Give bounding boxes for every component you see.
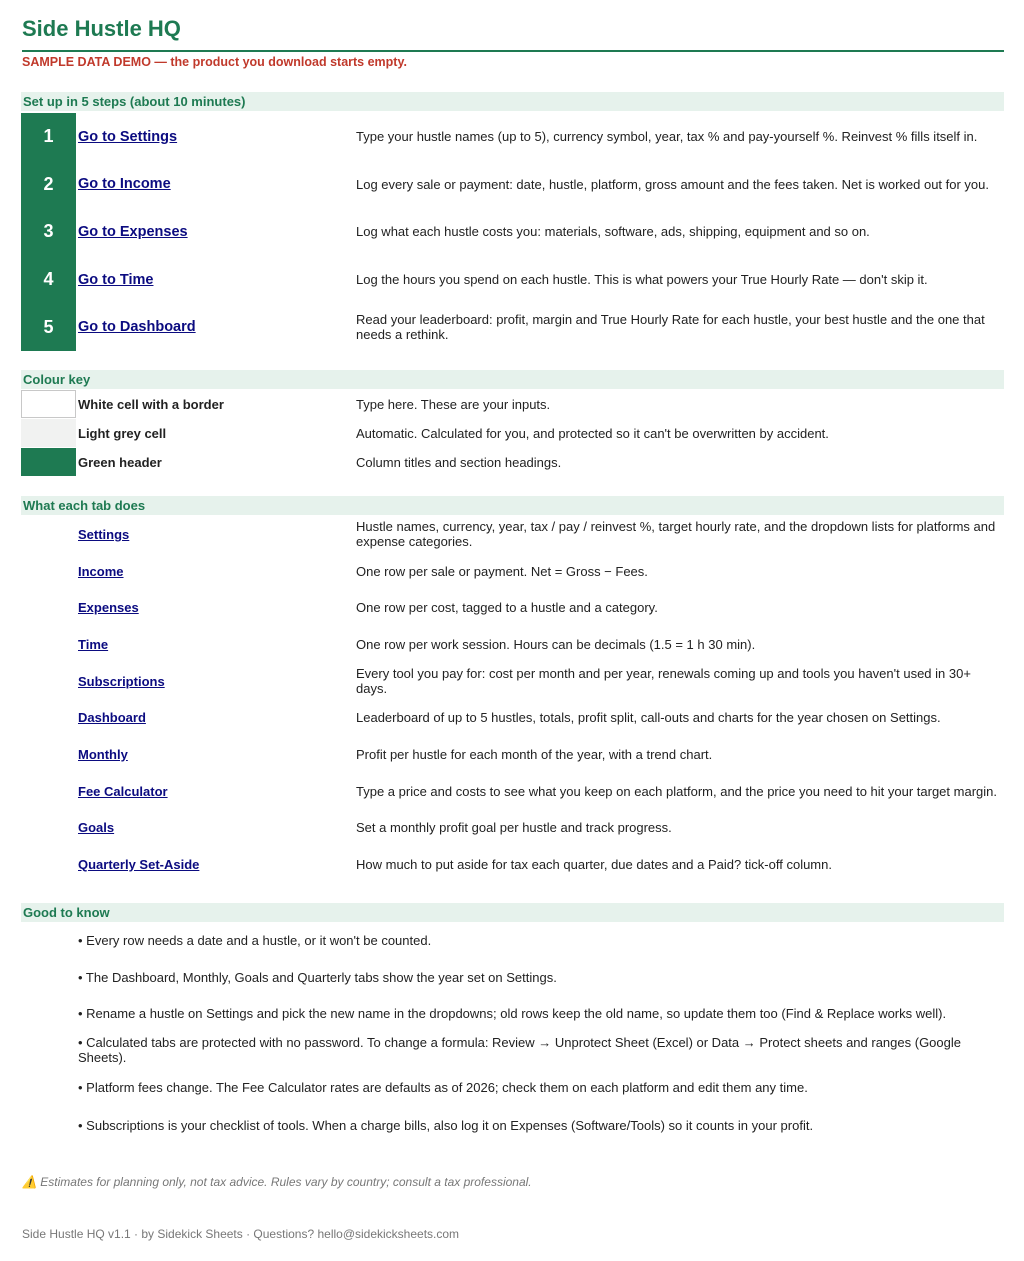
tip-item: • The Dashboard, Monthly, Goals and Quarterly tabs show the year set on Settings.: [78, 969, 557, 985]
dashboard-tab-link[interactable]: Dashboard: [78, 710, 146, 726]
step-description: Log what each hustle costs you: materials, software, ads, shipping, equipment and so on.: [356, 224, 870, 240]
tab-row: [21, 736, 1004, 773]
colour-key-label: White cell with a border: [78, 396, 224, 412]
tab-description: One row per sale or payment. Net = Gross − Fees.: [356, 563, 648, 579]
tab-row: [21, 589, 1004, 626]
expenses-tab-link[interactable]: Expenses: [78, 600, 139, 616]
tab-row: [21, 846, 1004, 883]
go-to-income-link[interactable]: Go to Income: [78, 176, 171, 193]
monthly-tab-link[interactable]: Monthly: [78, 746, 128, 762]
tax-disclaimer: ⚠️ Estimates for planning only, not tax advice. Rules vary by country; consult a tax professional.: [22, 1175, 532, 1189]
step-description: Read your leaderboard: profit, margin and True Hourly Rate for each hustle, your best hustle and the one that needs a rethink.: [356, 312, 985, 343]
step-description: Log the hours you spend on each hustle. This is what powers your True Hourly Rate — don't skip it.: [356, 272, 928, 288]
income-tab-link[interactable]: Income: [78, 563, 124, 579]
tab-row: [21, 810, 1004, 847]
go-to-dashboard-link[interactable]: Go to Dashboard: [78, 319, 196, 336]
colour-key: [21, 390, 1004, 477]
step-row: [21, 113, 1004, 161]
goals-tab-link[interactable]: Goals: [78, 820, 115, 836]
tab-row: [21, 663, 1004, 700]
fee-calculator-tab-link[interactable]: Fee Calculator: [78, 783, 168, 799]
page-title: Side Hustle HQ: [22, 16, 181, 41]
colour-key-label: Light grey cell: [78, 425, 167, 441]
quarterly-set-aside-tab-link[interactable]: Quarterly Set-Aside: [78, 857, 200, 873]
step-number: 1: [21, 113, 76, 161]
green-swatch: [21, 448, 76, 476]
tab-description: Type a price and costs to see what you keep on each platform, and the price you need to hit your target margin.: [356, 783, 997, 799]
tab-description: Set a monthly profit goal per hustle and track progress.: [356, 820, 672, 836]
colour-key-row: [21, 390, 1004, 419]
colour-key-label: Green header: [78, 454, 162, 470]
tip-item: • Every row needs a date and a hustle, or it won't be counted.: [78, 933, 432, 948]
step-description: Type your hustle names (up to 5), currency symbol, year, tax % and pay-yourself %. Reinvest % fills itself in.: [356, 129, 978, 145]
tips-list: [78, 922, 1004, 1144]
tab-description: Leaderboard of up to 5 hustles, totals, profit split, call-outs and charts for the year chosen on Settings.: [356, 710, 941, 726]
go-to-time-link[interactable]: Go to Time: [78, 271, 154, 288]
step-number: 4: [21, 256, 76, 304]
tab-description: How much to put aside for tax each quarter, due dates and a Paid? tick-off column.: [356, 857, 832, 873]
step-row: [21, 303, 1004, 351]
colour-key-row: [21, 448, 1004, 477]
tab-row: [21, 553, 1004, 590]
section-heading-setup: Set up in 5 steps (about 10 minutes): [21, 92, 1004, 111]
demo-notice: SAMPLE DATA DEMO — the product you download starts empty.: [22, 55, 407, 69]
tip-item: • Platform fees change. The Fee Calculator rates are defaults as of 2026; check them on each platform and edit them any time.: [78, 1079, 808, 1095]
white-swatch: [21, 390, 76, 418]
tip-item: • Subscriptions is your checklist of tools. When a charge bills, also log it on Expenses (Software/Tools) so it counts in your profit.: [78, 1117, 814, 1133]
tab-row: [21, 699, 1004, 736]
colour-key-description: Type here. These are your inputs.: [356, 396, 551, 412]
step-row: [21, 256, 1004, 304]
tab-row: [21, 773, 1004, 810]
tip-item: • Calculated tabs are protected with no password. To change a formula: Review → Unprotect Sheet (Excel) or Data → Protect sheets and ranges (Google Sheets).: [78, 1035, 961, 1065]
tab-description: Profit per hustle for each month of the year, with a trend chart.: [356, 746, 713, 762]
section-heading-good-to-know: Good to know: [21, 903, 1004, 922]
go-to-settings-link[interactable]: Go to Settings: [78, 128, 178, 145]
tip-item: • Rename a hustle on Settings and pick the new name in the dropdowns; old rows keep the old name, so update them too (Find & Replace works well).: [78, 1006, 947, 1021]
grey-swatch: [21, 419, 76, 447]
title-divider: [22, 50, 1004, 52]
step-number: 5: [21, 303, 76, 351]
colour-key-description: Automatic. Calculated for you, and protected so it can't be overwritten by accident.: [356, 425, 829, 441]
section-heading-colour-key: Colour key: [21, 370, 1004, 389]
step-number: 3: [21, 208, 76, 256]
step-description: Log every sale or payment: date, hustle, platform, gross amount and the fees taken. Net is worked out for you.: [356, 176, 990, 192]
tab-row: [21, 626, 1004, 663]
tab-row: [21, 516, 1004, 553]
go-to-expenses-link[interactable]: Go to Expenses: [78, 223, 188, 240]
colour-key-row: [21, 419, 1004, 448]
section-heading-tabs: What each tab does: [21, 496, 1004, 515]
tab-guide: [21, 516, 1004, 883]
colour-key-description: Column titles and section headings.: [356, 454, 562, 470]
tab-description: Hustle names, currency, year, tax / pay / reinvest %, target hourly rate, and the dropdown lists for platforms and expense categories.: [356, 519, 996, 550]
settings-tab-link[interactable]: Settings: [78, 526, 130, 542]
tab-description: One row per work session. Hours can be decimals (1.5 = 1 h 30 min).: [356, 636, 756, 652]
tab-description: One row per cost, tagged to a hustle and a category.: [356, 600, 658, 616]
step-row: [21, 208, 1004, 256]
step-row: [21, 161, 1004, 209]
time-tab-link[interactable]: Time: [78, 636, 109, 652]
setup-steps: [21, 113, 1004, 351]
footer: Side Hustle HQ v1.1 · by Sidekick Sheets · Questions? hello@sidekicksheets.com: [22, 1227, 460, 1241]
subscriptions-tab-link[interactable]: Subscriptions: [78, 673, 165, 689]
tab-description: Every tool you pay for: cost per month and per year, renewals coming up and tools you haven't used in 30+ days.: [356, 666, 971, 697]
step-number: 2: [21, 161, 76, 209]
